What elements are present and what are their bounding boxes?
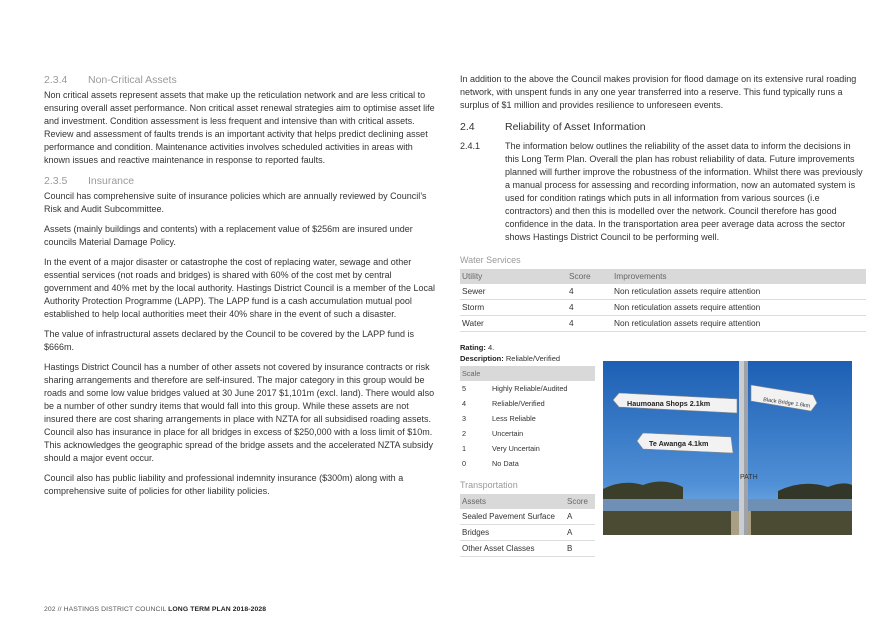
flood-provision-paragraph: In addition to the above the Council makes provision for flood damage on its extensive rural roading network, with unspent funds in any one year transferred into a reserve. This fund typically runs a surplus of $1 million and provides resilience to unforeseen events. [460,74,857,110]
table-cell: 3 [462,414,467,423]
signpost-photo [603,361,852,535]
section-title: Insurance [88,175,135,187]
water-services-table [460,269,866,332]
water [603,499,852,513]
insurance-paragraph-4: The value of infrastructural assets declared by the Council to be covered by the LAPP fund is $666m. [44,329,415,352]
insurance-paragraph-3: In the event of a major disaster or catastrophe the cost of replacing water, sewage and other essential services (not roads and bridges) is shared with 60% of the cost met by central government and 40% met by the local authority. Hastings District Council is a member of the Local Authority Protection Programme (LAPP). The LAPP fund is a cash accumulation mutual pool established to help local authorities meet their 40% share in the event of such a disaster. [44,257,436,319]
water-services-title: Water Services [460,255,521,265]
pole-text: PATH [740,474,758,481]
table-cell: Non reticulation assets require attention [612,284,866,300]
pole-shadow [744,361,748,535]
section-number: 2.3.5 [44,175,68,187]
rating-value: 4. [487,343,495,352]
table-cell: Sealed Pavement Surface [460,509,565,525]
table-cell: No Data [492,459,519,468]
section-heading-2-3-5 [44,174,436,188]
table-cell: 4 [567,300,612,316]
table-cell: 2 [462,429,467,438]
table-cell: Storm [460,300,567,316]
footer-page-ref: 202 // HASTINGS DISTRICT COUNCIL [44,606,169,613]
table-row [460,525,595,541]
ground [603,511,852,535]
table-row [460,284,866,300]
sign-haumoana-text: Haumoana Shops 2.1km [627,399,711,408]
table-cell: Bridges [460,525,565,541]
section-heading-2-4 [460,120,866,134]
scale-table [460,366,595,471]
section-number: 2.4 [460,121,475,133]
table-row [460,396,595,411]
description-value: Reliable/Verified [505,354,561,363]
table-cell: A [565,525,595,541]
insurance-paragraph-6: Council also has public liability and professional indemnity insurance ($300m) along with a comprehensive suite of policies for other liability policies. [44,473,404,496]
table-cell: 5 [462,384,467,393]
left-column [44,73,436,505]
page-footer [44,603,266,616]
insurance-paragraph-2: Assets (mainly buildings and contents) with a replacement value of $256m are insured under councils Material Damage Policy. [44,224,413,247]
table-cell: Reliable/Verified [492,399,545,408]
table-header-row [460,494,595,509]
table-row [460,316,866,332]
section-title: Non-Critical Assets [88,74,177,86]
table-cell: 1 [462,444,467,453]
table-cell: 4 [567,284,612,300]
table-header-row [460,366,595,381]
table-cell: Uncertain [492,429,524,438]
rating-line [460,342,866,353]
table-cell: 4 [567,316,612,332]
transportation-table [460,494,595,557]
table-row [460,300,866,316]
table-row [460,381,595,396]
section-number: 2.3.4 [44,74,68,86]
column-header: Scale [460,366,595,381]
numbered-paragraph-2-4-1 [460,140,866,244]
table-row [460,411,595,426]
transportation-title: Transportation [460,480,518,490]
section-heading-2-3-4 [44,73,436,87]
table-cell: Water [460,316,567,332]
footer-title: LONG TERM PLAN 2018-2028 [168,606,267,613]
column-header: Utility [460,269,567,284]
non-critical-assets-paragraph: Non critical assets represent assets that make up the reticulation network and are less critical to ensuring overall asset performance. Non critical asset renewal strategies aim to optimise asset life and investment. Condition assessment is less frequent and intensive than with critical assets. Review and assessment of faults trends is an important activity that helps predict declining asset performance and condition. Maintenance activities involves scheduled activities in areas with known issues and reactive maintenance in response to reported faults. [44,90,435,165]
column-header: Score [567,269,612,284]
table-cell: B [565,541,595,557]
column-header: Score [565,494,595,509]
description-label: Description: [460,354,504,363]
table-row [460,541,595,557]
table-cell: Non reticulation assets require attention [612,300,866,316]
table-row [460,509,595,525]
signpost-illustration [603,361,852,535]
sign-black-bridge-text: Black Bridge 1.6km [762,397,811,410]
reliability-paragraph: The information below outlines the reliability of the asset data to inform the decisions in this Long Term Plan. Overall the plan has robust reliability of data. Future improvements planned will further improve the robustness of the information. Whilst there was previously a manual process for assessing and recording information, now an automated system is used for condition ratings which puts in all information from various sources (i.e contractors) and then this is modelled over the network. Council therefore has good confidence in the data. In the transportation area peer average data across the sector shows Hastings District Council to be performing well. [505,141,863,242]
table-cell: Very Uncertain [492,444,540,453]
column-header: Assets [460,494,565,509]
column-header: Improvements [612,269,866,284]
table-cell: Less Reliable [492,414,536,423]
table-cell: Highly Reliable/Audited [492,384,568,393]
table-header-row [460,269,866,284]
table-row [460,441,595,456]
sign-te-awanga-text: Te Awanga 4.1km [649,439,709,448]
insurance-paragraph-5: Hastings District Council has a number of other assets not covered by insurance contracts or risk sharing arrangements and therefore are self-insured. The major category in this group would be roads and some low value bridges valued at 30 June 2017 $1,101m (excl. land). There would also be a number of other sundry items that would fall into this group. While these assets are not insured there are cost sharing arrangements in place with NZTA for all subsidised roading assets. Council also has insurance in place for all bridges in excess of $250,000 with a loss limit of $10m. This acknowledges the geographic spread of the bridge assets and the accelerated NZTA subsidy should a major event occur. [44,362,435,463]
table-row [460,426,595,441]
table-cell: Non reticulation assets require attention [612,316,866,332]
table-row [460,456,595,471]
table-cell: A [565,509,595,525]
insurance-paragraph-1: Council has comprehensive suite of insurance policies which are annually reviewed by Council’s Risk and Audit Subcommittee. [44,191,427,214]
rating-label: Rating: [460,343,486,352]
table-cell: Sewer [460,284,567,300]
table-cell: Other Asset Classes [460,541,565,557]
table-cell: 4 [462,399,467,408]
section-title: Reliability of Asset Information [505,121,646,133]
paragraph-number: 2.4.1 [460,141,481,151]
table-cell: 0 [462,459,467,468]
